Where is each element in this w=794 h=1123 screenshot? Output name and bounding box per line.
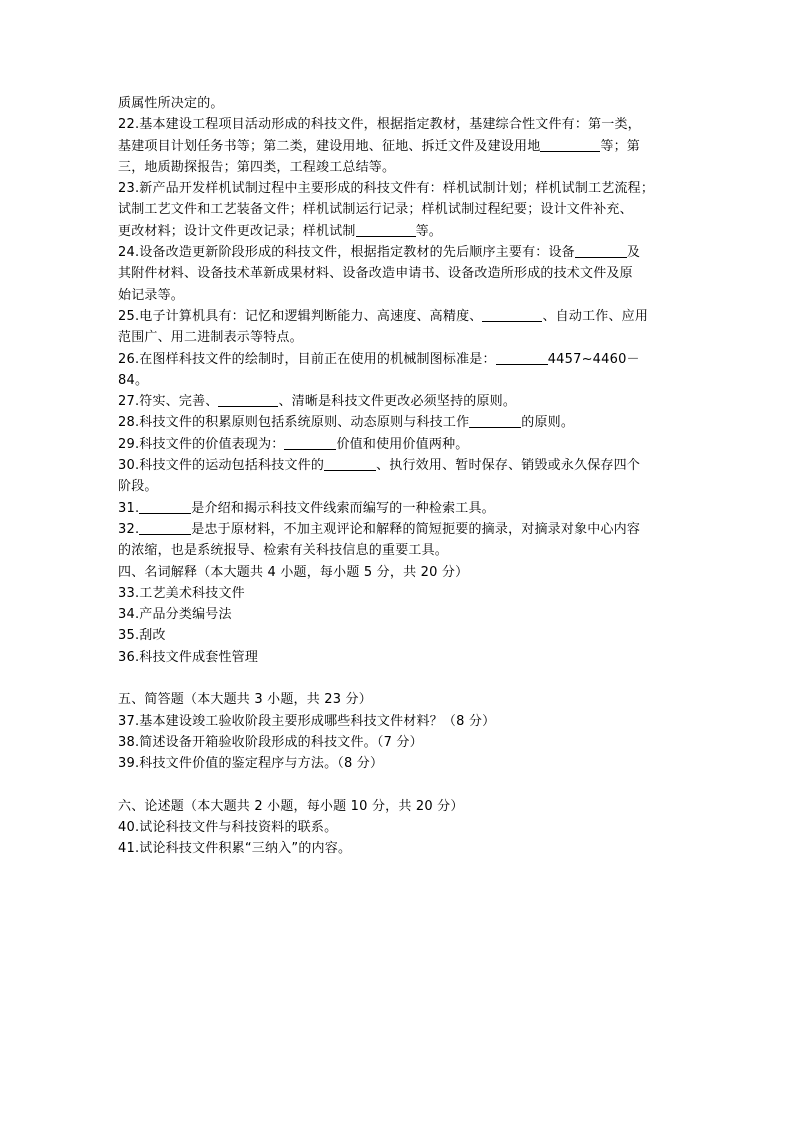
text: 41.试论科技文件积累“三纳入”的内容。: [118, 841, 352, 857]
question-33: [118, 583, 678, 604]
answer-blank: [139, 520, 191, 535]
text-line: [118, 476, 678, 497]
text: 的浓缩，也是系统报导、检索有关科技信息的重要工具。: [118, 543, 449, 559]
question-37: [118, 711, 678, 732]
text: 32.: [118, 521, 140, 537]
text: 质属性所决定的。: [118, 96, 224, 111]
text: 28.科技文件的积累原则包括系统原则、动态原则与科技工作: [118, 415, 470, 431]
question-28: [118, 412, 678, 433]
answer-blank: [482, 307, 542, 322]
answer-blank: [575, 243, 627, 258]
text-line: [118, 93, 678, 114]
text: 40.试论科技文件与科技资料的联系。: [118, 820, 338, 836]
spacer: [118, 775, 678, 796]
text: 24.设备改造更新阶段形成的科技文件，根据指定教材的先后顺序主要有：设备: [118, 245, 575, 261]
question-23: [118, 178, 678, 199]
text: 始记录等。: [118, 287, 185, 303]
section-heading-5: [118, 689, 678, 710]
text-line: [118, 370, 678, 391]
text: 38.简述设备开箱验收阶段形成的科技文件。（7 分）: [118, 734, 423, 750]
text: 26.在图样科技文件的绘制时，目前正在使用的机械制图标准是：: [118, 351, 496, 367]
answer-blank: [284, 435, 336, 450]
text: 价值和使用价值两种。: [336, 436, 469, 452]
text: 36.科技文件成套性管理: [118, 649, 259, 665]
answer-blank: [469, 413, 521, 428]
question-27: [118, 391, 678, 412]
text-line: [118, 263, 678, 284]
question-39: [118, 753, 678, 774]
text: 33.工艺美术科技文件: [118, 585, 245, 601]
question-22: [118, 114, 678, 135]
text: 25.电子计算机具有：记忆和逻辑判断能力、高速度、高精度、: [118, 308, 483, 324]
question-41: [118, 838, 678, 859]
text: 、清晰是科技文件更改必须坚持的原则。: [278, 394, 517, 410]
question-31: [118, 498, 678, 519]
text: 84。: [118, 372, 149, 388]
text: 23.新产品开发样机试制过程中主要形成的科技文件有：样机试制计划；样机试制工艺流程；: [118, 181, 655, 197]
text: 更改材料；设计文件更改记录；样机试制: [118, 223, 356, 239]
answer-blank: [218, 392, 278, 407]
text: 31.: [118, 500, 140, 516]
text: 、执行效用、暂时保存、销毁或永久保存四个: [376, 458, 641, 474]
text: 阶段。: [118, 479, 158, 495]
question-26: [118, 349, 678, 370]
answer-blank: [356, 222, 416, 237]
document-page: [118, 93, 678, 860]
section-heading-6: [118, 796, 678, 817]
text: 范围广、用二进制表示等特点。: [118, 330, 303, 346]
text: 五、简答题（本大题共 3 小题，共 23 分）: [118, 692, 372, 708]
question-30: [118, 455, 678, 476]
text: 22.基本建设工程项目活动形成的科技文件，根据指定教材，基建综合性文件有：第一类，: [118, 117, 641, 133]
answer-blank: [540, 137, 600, 152]
question-29: [118, 434, 678, 455]
text: 等。: [415, 223, 443, 239]
text-line: [118, 540, 678, 561]
text-line: [118, 199, 678, 220]
text: 其附件材料、设备技术革新成果材料、设备改造申请书、设备改造所形成的技术文件及原: [118, 266, 633, 282]
text: 、自动工作、应用: [542, 308, 649, 324]
text: 的原则。: [521, 415, 575, 431]
text: 39.科技文件价值的鉴定程序与方法。（8 分）: [118, 756, 384, 772]
text: 等；第: [600, 138, 641, 154]
answer-blank: [324, 456, 376, 471]
text: 三，地质勘探报告；第四类，工程竣工总结等。: [118, 159, 396, 175]
text-line: [118, 221, 678, 242]
text: 4457~4460－: [547, 351, 640, 367]
text: 是忠于原材料，不加主观评论和解释的简短扼要的摘录，对摘录对象中心内容: [191, 521, 641, 537]
text: 基建项目计划任务书等；第二类，建设用地、征地、拆迁文件及建设用地: [118, 138, 541, 154]
text: 34.产品分类编号法: [118, 607, 232, 623]
question-32: [118, 519, 678, 540]
text: 四、名词解释（本大题共 4 小题，每小题 5 分，共 20 分）: [118, 564, 469, 580]
question-40: [118, 817, 678, 838]
answer-blank: [139, 499, 191, 514]
text: 是介绍和揭示科技文件线索而编写的一种检索工具。: [191, 500, 495, 516]
answer-blank: [496, 350, 548, 365]
text-line: [118, 136, 678, 157]
text-line: [118, 327, 678, 348]
text: 29.科技文件的价值表现为：: [118, 436, 285, 452]
text: 试制工艺文件和工艺装备文件；样机试制运行记录；样机试制过程纪要；设计文件补充、: [118, 202, 633, 218]
section-heading-4: [118, 562, 678, 583]
text: 27.符实、完善、: [118, 394, 219, 410]
question-24: [118, 242, 678, 263]
question-36: [118, 647, 678, 668]
question-38: [118, 732, 678, 753]
text-line: [118, 157, 678, 178]
text: 30.科技文件的运动包括科技文件的: [118, 458, 325, 474]
text: 37.基本建设竣工验收阶段主要形成哪些科技文件材料？（8 分）: [118, 713, 496, 729]
text: 35.刮改: [118, 628, 166, 644]
question-35: [118, 625, 678, 646]
text: 及: [626, 245, 641, 261]
text: 六、论述题（本大题共 2 小题，每小题 10 分，共 20 分）: [118, 798, 464, 814]
question-25: [118, 306, 678, 327]
spacer: [118, 668, 678, 689]
question-34: [118, 604, 678, 625]
text-line: [118, 285, 678, 306]
